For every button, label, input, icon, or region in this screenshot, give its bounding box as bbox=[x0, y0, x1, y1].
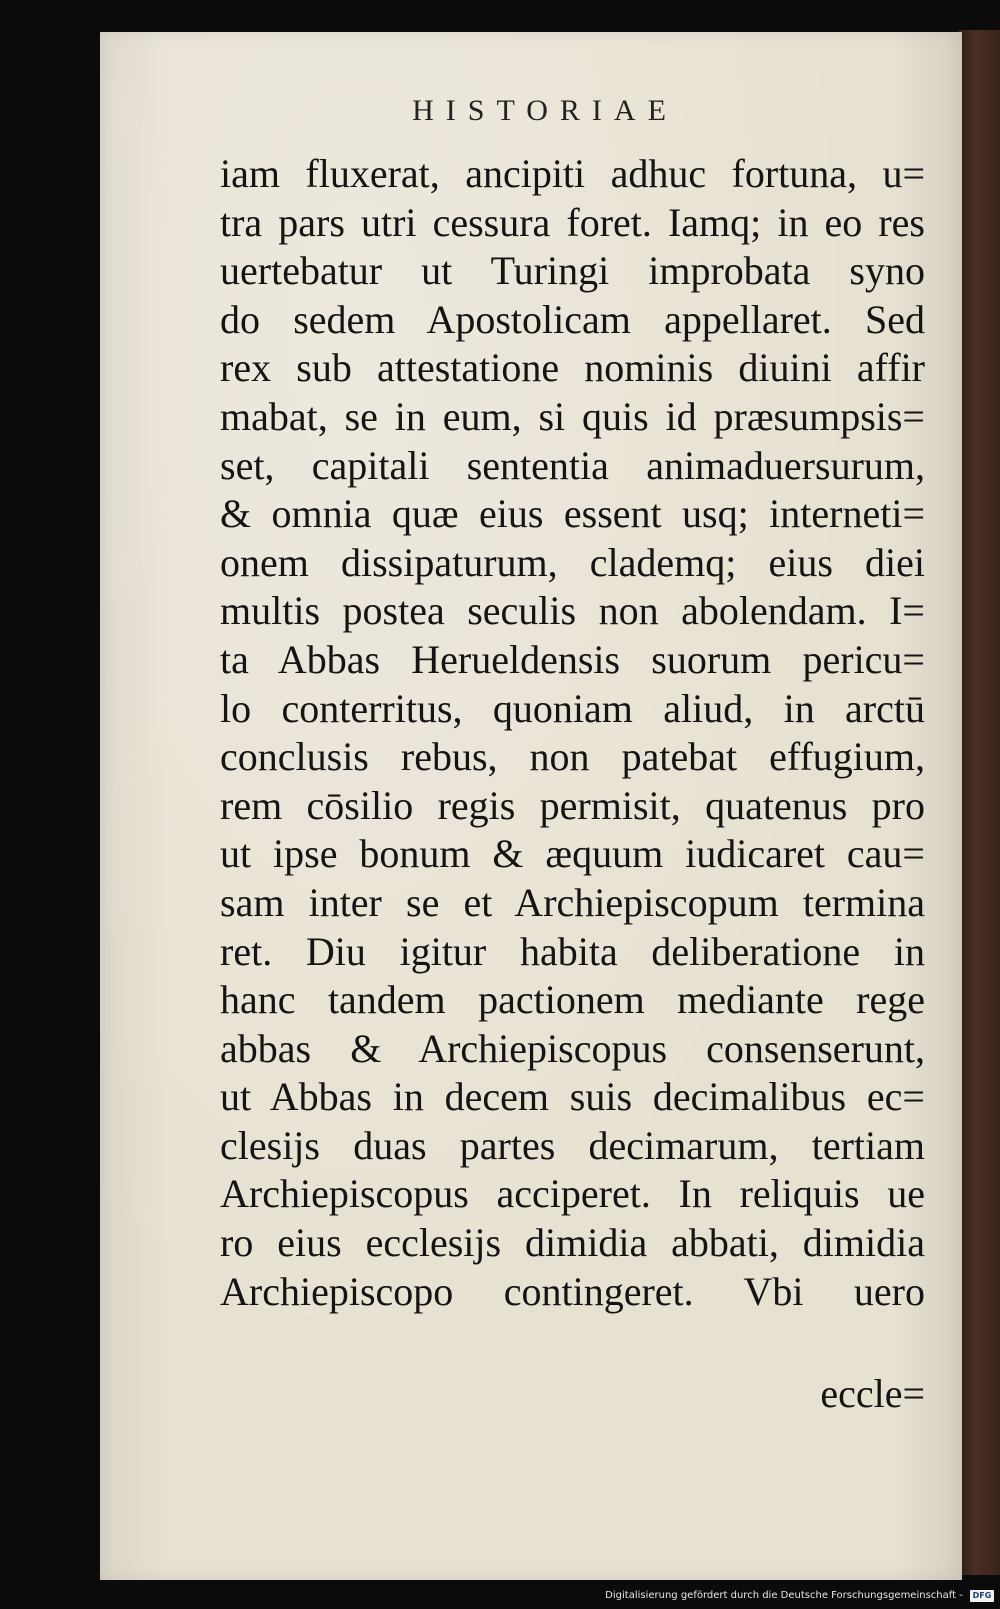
text-line: set, capitali sententia animaduersurum, bbox=[220, 442, 925, 488]
text-line: & omnia quæ eius essent usq; interneti= bbox=[220, 491, 925, 537]
text-line: clesijs duas partes decimarum, tertiam bbox=[220, 1122, 925, 1168]
text-line: ret. Diu igitur habita deliberatione in bbox=[220, 928, 925, 974]
text-line: tra pars utri cessura foret. Iamq; in eo res bbox=[220, 199, 925, 245]
catchword: eccle= bbox=[820, 1371, 925, 1416]
text-line: lo conterritus, quoniam aliud, in arctū bbox=[220, 685, 925, 731]
credit-text: Digitalisierung gefördert durch die Deutsche Forschungsgemeinschaft - bbox=[605, 1590, 963, 1601]
text-line: ut Abbas in decem suis decimalibus ec= bbox=[220, 1074, 925, 1120]
text-line: conclusis rebus, non patebat effugium, bbox=[220, 734, 925, 780]
text-line: onem dissipaturum, clademq; eius diei bbox=[220, 539, 925, 585]
book-binding-edge bbox=[958, 30, 1000, 1575]
text-line: Archiepiscopo contingeret. Vbi uero bbox=[220, 1268, 925, 1314]
digitization-credit bbox=[0, 1585, 1000, 1607]
text-line: ut ipse bonum & æquum iudicaret cau= bbox=[220, 831, 925, 877]
text-line: rex sub attestatione nominis diuini affir bbox=[220, 345, 925, 391]
body-text bbox=[220, 150, 925, 1316]
text-line: ro eius ecclesijs dimidia abbati, dimidia bbox=[220, 1220, 925, 1266]
text-line: hanc tandem pactionem mediante rege bbox=[220, 977, 925, 1023]
text-line: sam inter se et Archiepiscopum termina bbox=[220, 879, 925, 925]
text-line: ta Abbas Herueldensis suorum pericu= bbox=[220, 636, 925, 682]
text-line: rem cōsilio regis permisit, quatenus pro bbox=[220, 782, 925, 828]
running-head: HISTORIAE bbox=[412, 94, 678, 127]
text-line: abbas & Archiepiscopus consenserunt, bbox=[220, 1025, 925, 1071]
text-line: do sedem Apostolicam appellaret. Sed bbox=[220, 296, 925, 342]
text-line: Archiepiscopus acciperet. In reliquis ue bbox=[220, 1171, 925, 1217]
text-line: multis postea seculis non abolendam. I= bbox=[220, 588, 925, 634]
text-line: uertebatur ut Turingi improbata syno bbox=[220, 248, 925, 294]
text-line: iam fluxerat, ancipiti adhuc fortuna, u= bbox=[220, 151, 925, 196]
text-line: mabat, se in eum, si quis id præsumpsis= bbox=[220, 393, 925, 439]
book-page bbox=[100, 32, 962, 1580]
dfg-logo: DFG bbox=[970, 1590, 994, 1602]
